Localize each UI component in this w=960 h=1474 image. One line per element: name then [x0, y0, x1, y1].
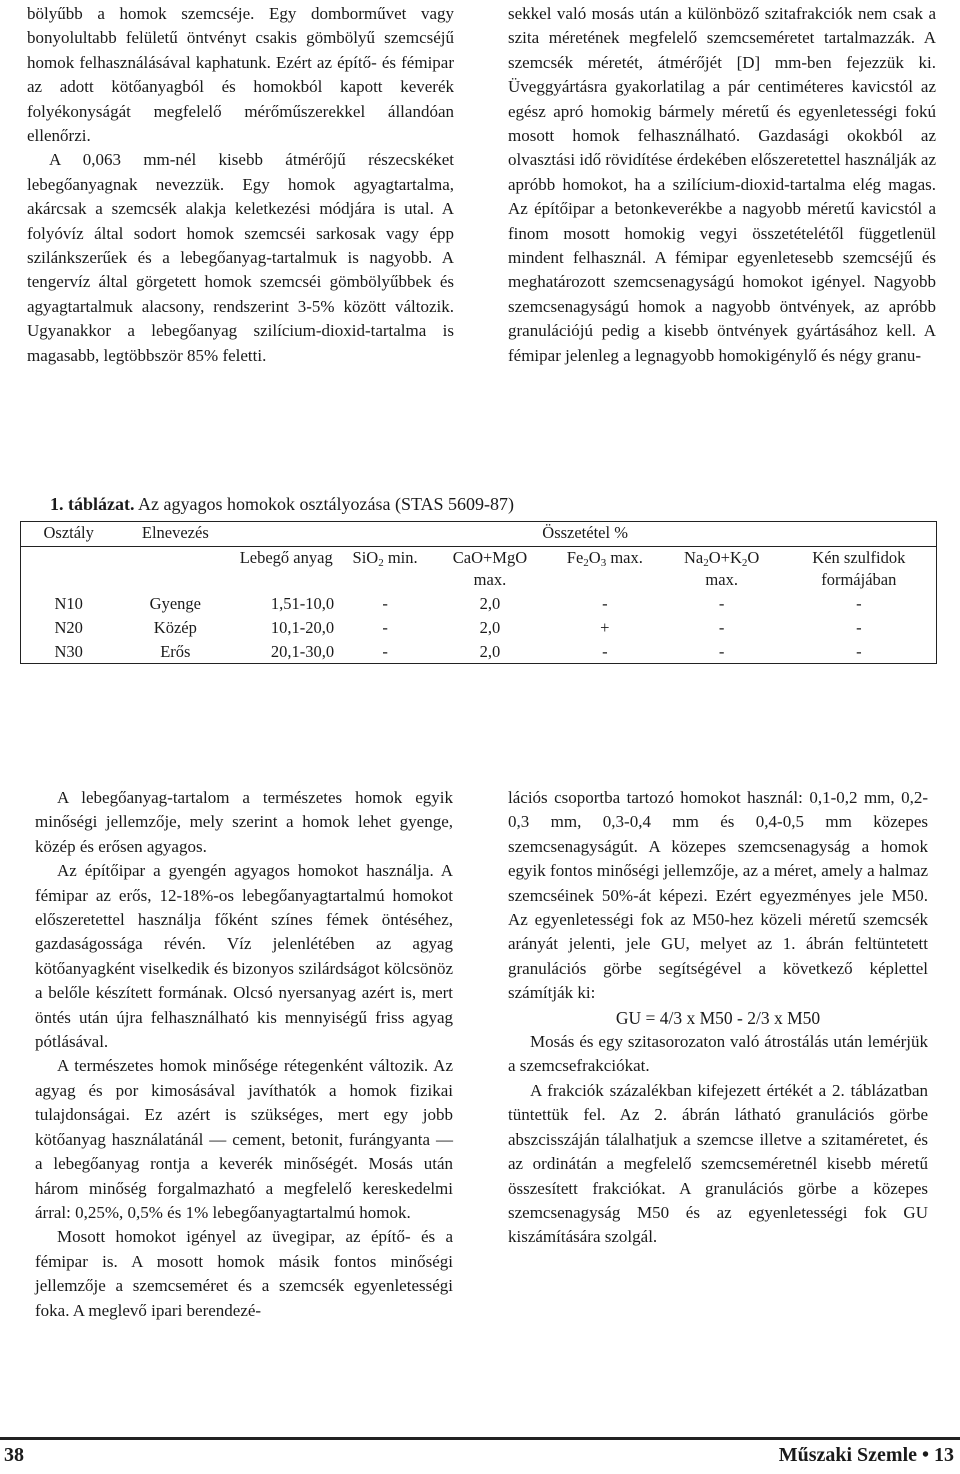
top-left-column	[27, 2, 454, 368]
cell-name: Gyenge	[149, 594, 201, 613]
cell-na2o-k2o: -	[718, 618, 725, 637]
page-number: 38	[4, 1444, 24, 1466]
paragraph: Mosott homokot igényel az üvegipar, az építő- és a fémipar is. A mosott homok másik fontos minőségi jellemzője a szemcseméret és a szemcsék egyenletességi foka. A meglevő ipari berendezé-	[35, 1227, 453, 1320]
header-suspended: Lebegő anyag	[239, 548, 333, 567]
paragraph: A természetes homok minősége rétegenként változik. Az agyag és por kimosásával javíthatók a homok fizikai tulajdonságai. Ez azért is szükséges, mert egy jobb kötőanyag használatánál — cement, betonit, furángyanta — a lebegőanyag rontja a keverék minőségét. Mosás után három minőség forgalmazható a megfelelő kereskedelmi árral: 0,25%, 0,5% és 1% lebegőanyagtartalmú homok.	[35, 1056, 453, 1222]
cell-sio2: -	[382, 642, 388, 661]
paragraph: Az építőipar a gyengén agyagos homokot használja. A fémipar az erős, 12-18%-os lebegőanyagtartalmú homokot előszeretettel használja főként színes fémek öntéséhez, gazdaságossága révén. Víz jelenlétében az agyag kötőanyagként viselkedik és bizonyos szilárdságot kölcsönöz a belőle készített formának. Olcsó nyersanyag azért is, mert öntés után újra felhasználható kis mennyiségű friss agyag pótlásával.	[35, 861, 453, 1052]
header-sulfide: Kén szulfidok formájában	[812, 548, 906, 589]
bottom-right-column	[508, 786, 928, 1250]
journal-title: Műszaki Szemle • 13	[778, 1444, 954, 1466]
cell-sulfide: -	[856, 594, 862, 613]
paragraph: lációs csoportba tartozó homokot használ: 0,1-0,2 mm, 0,2-0,3 mm, 0,3-0,4 mm és 0,4-0,5 mm közepes szemcsenagyságút. A közepes szemcsenagyság a homok egyik fontos minőségi jellemzője, az a méret, amely a halmaz szemcséinek 50%-át képezi. Ezért egyezményes jele M50. Az egyenletességi fok az M50-hez közeli méretű szemcsék arányát jelenti, jele GU, melyet az 1. ábrán feltüntetett granulációs görbe segítségével a következő képlettel számítják ki:	[508, 788, 928, 1003]
cell-suspended: 10,1-20,0	[270, 618, 335, 637]
header-fe2o3: $Fe_2O_3$ max.	[566, 548, 643, 569]
paragraph: A 0,063 mm-nél kisebb átmérőjű részecskéket lebegőanyagnak nevezzük. Egy homok agyagtartalma, akárcsak a szemcsék alakja keletkezési módjára is utal. A folyóvíz által sodort homok szemcséi sarkosak vagy épp szilánkszerűek és a lebegőanyag-tartalmuk is nagyobb. A tengervíz által görgetett homok szemcséi gömbölyűbbek és agyagtartalmuk alacsony, rendszerint 3-5% között változik. Ugyanakkor a lebegőanyag szilícium-dioxid-tartalma is magasabb, legtöbbször 85% feletti.	[27, 150, 454, 365]
cell-caomgo: 2,0	[479, 594, 501, 613]
sand-classification-table	[20, 521, 937, 664]
paragraph: Mosás és egy szitasorozaton való átrostálás után lemérjük a szemcsefrakciókat.	[508, 1032, 928, 1076]
cell-sio2: -	[382, 618, 388, 637]
cell-fe2o3: +	[600, 618, 610, 637]
cell-suspended: 20,1-30,0	[270, 642, 335, 661]
cell-caomgo: 2,0	[479, 642, 501, 661]
cell-sulfide: -	[856, 618, 862, 637]
header-na2o-k2o: $Na_2O+K_2O$ max.	[684, 548, 760, 589]
cell-caomgo: 2,0	[479, 618, 501, 637]
table-header-row	[21, 522, 937, 547]
cell-name: Közép	[153, 618, 197, 637]
footer-rule	[0, 1437, 960, 1440]
header-composition: Összetétel %	[234, 522, 936, 547]
cell-sulfide: -	[856, 642, 862, 661]
cell-na2o-k2o: -	[718, 594, 725, 613]
table-subheader-row	[21, 547, 937, 592]
bottom-left-column	[35, 786, 453, 1323]
cell-suspended: 1,51-10,0	[270, 594, 335, 613]
gu-formula: GU = 4/3 x M50 - 2/3 x M50	[615, 1007, 821, 1028]
table-caption-label: 1. táblázat.	[50, 494, 135, 514]
header-name: Elnevezés	[116, 522, 234, 547]
cell-class: N20	[54, 618, 83, 637]
top-right-column	[508, 2, 936, 368]
table-row	[21, 591, 937, 615]
paragraph: sekkel való mosás után a különböző szitafrakciók nem csak a szita méretének megfelelő szemcseméretet tartalmazzák. A szemcsék méretét, átmérőjét [D] mm-ben fejezzük ki. Üveggyártásra gyakorlatilag a pár centiméteres kavicstól az egész apró homokig bármely méretű és egyenletességi fokú mosott homok felhasználható. Gazdasági okokból az olvasztási idő rövidítése érdekében előszeretettel használják az apróbb homokot, ha a szilícium-dioxid-tartalma elég magas. Az építőipar a betonkeverékbe a nagyobb méretű kavicstól a finom mosott homokig vegyi összetételétől függetlenül mindent felhasznál. A fémipar egyenletesebb szemcséjű és meghatározott szemcsenagyságú homokot igényel. Nagyobb szemcsenagyságú homok a nagyobb öntvények, az apróbb granulációjú pedig a kisebb öntvények gyártásához kell. A fémipar jelenleg a legnagyobb homokigénylő és négy granu-	[508, 4, 936, 365]
header-sio2: SiO$_2$ min.	[352, 548, 418, 569]
cell-na2o-k2o: -	[718, 642, 725, 661]
cell-fe2o3: -	[602, 642, 608, 661]
table-caption-text: Az agyagos homokok osztályozása (STAS 5609-87)	[138, 494, 515, 514]
cell-class: N30	[54, 642, 83, 661]
paragraph: bölyűbb a homok szemcséje. Egy domborművet vagy bonyolultabb felületű öntvényt csakis gömbölyű szemcséjű homok felhasználásával kaphatunk. Ezért az építő- és fémipar az adott kötőanyagból és homokból kapott keverék folyékonyságát megfelelő mérőműszerekkel állandóan ellenőrzi.	[27, 4, 454, 146]
header-class: Osztály	[21, 522, 117, 547]
cell-fe2o3: -	[602, 594, 608, 613]
table-row	[21, 639, 937, 664]
table-row	[21, 615, 937, 639]
cell-sio2: -	[382, 594, 388, 613]
cell-class: N10	[54, 594, 83, 613]
paragraph: A frakciók százalékban kifejezett értékét a 2. táblázatban tüntettük fel. Az 2. ábrán látható granulációs görbe abszcisszáján tálalhatjuk a szemcse illetve a szitaméretet, és az ordinátán a megfelelő szemcseméretnél kisebb méretű összesített frakciókat. A granulációs görbe a közepes szemcsenagyság M50 és az egyenletességi fok GU kiszámítására szolgál.	[508, 1080, 928, 1247]
cell-name: Erős	[160, 642, 191, 661]
table-caption	[50, 494, 514, 515]
header-caomgo: CaO+MgO max.	[452, 548, 528, 589]
paragraph: A lebegőanyag-tartalom a természetes homok egyik minőségi jellemzője, mely szerint a homok lehet gyenge, közép és erősen agyagos.	[35, 788, 453, 856]
